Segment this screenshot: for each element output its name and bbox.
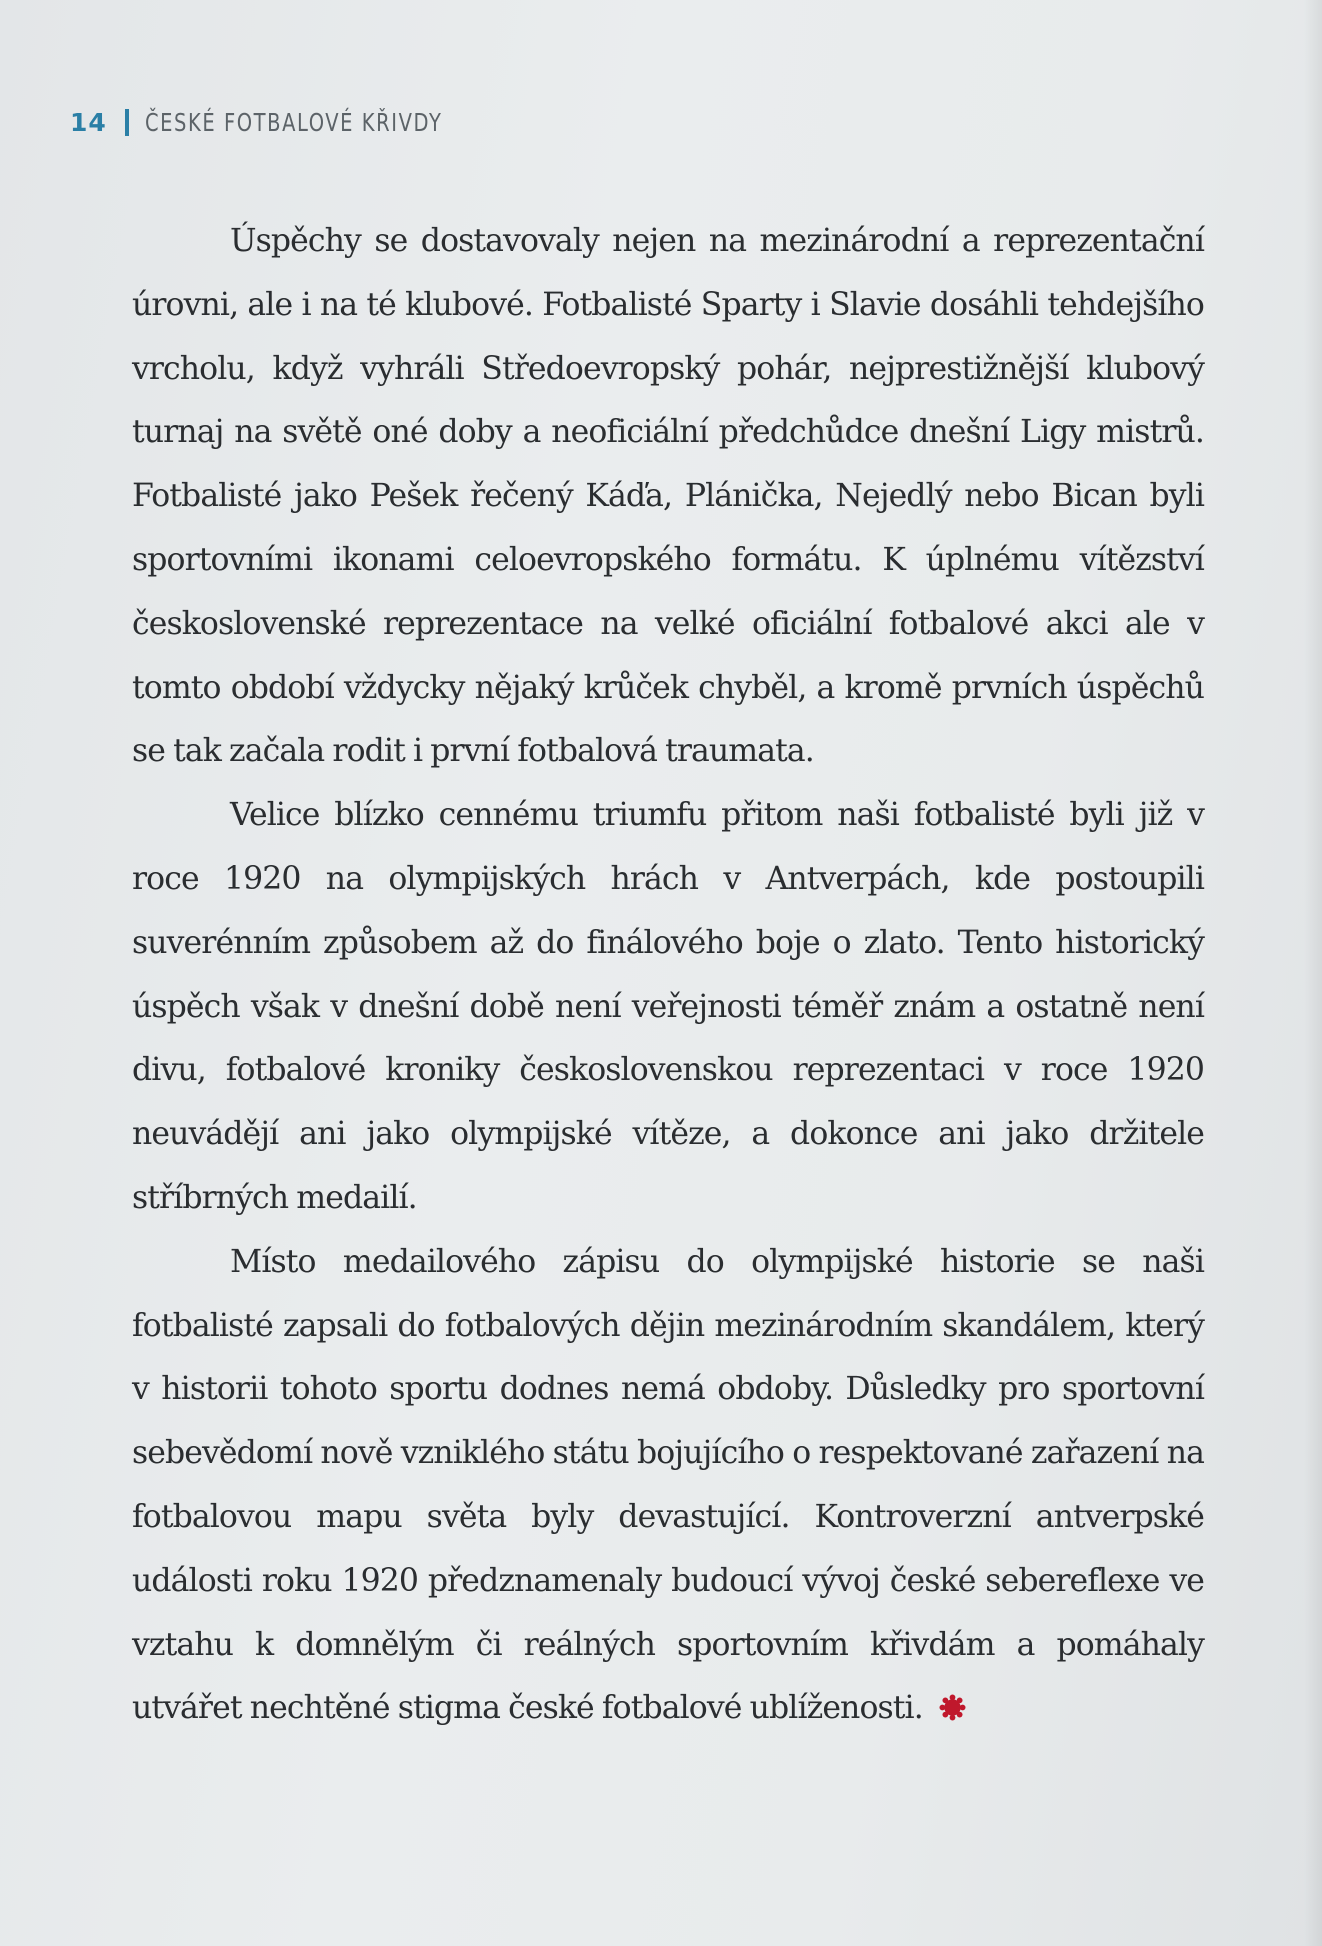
running-head bbox=[70, 104, 526, 140]
running-title: ČESKÉ FOTBALOVÉ KŘIVDY bbox=[144, 107, 443, 137]
page-number: 14 bbox=[70, 107, 107, 137]
paragraph-2: Velice blízko cennému triumfu přitom naši fotbalisté byli již v roce 1920 na olympijských hrách v Antverpách, kde postoupili suverénním způsobem až do finálového boje o zlato. Tento historický úspěch však v dnešní době není veřejnosti téměř znám a ostatně není divu, fotbalové kroniky československou reprezentaci v roce 1920 neuvádějí ani jako olympijské vítěze, a dokonce ani jako držitele stříbrných medailí. bbox=[132, 797, 1204, 1216]
paragraph-3-text: Místo medailového zápisu do olympijské historie se naši fotbalisté zapsali do fotbalových dějin mezinárodním skandálem, který v historii tohoto sportu dodnes nemá obdoby. Důsledky pro sportovní sebevědomí nově vzniklého státu bojujícího o respektované zařazení na fotbalovou mapu světa byly devastující. Kontroverzní antverpské události roku 1920 předznamenaly budoucí vývoj české sebereflexe ve vztahu k domnělým či reálných sportovním křivdám a pomáhaly utvářet nechtěné stigma české fotbalové ublíženosti. bbox=[132, 1243, 1204, 1727]
paragraph-3 bbox=[132, 1231, 1204, 1741]
page-edge-shadow bbox=[1304, 0, 1322, 1946]
body-text bbox=[132, 210, 1204, 1741]
paragraph-1: Úspěchy se dostavovaly nejen na mezinárodní a reprezentační úrovni, ale i na té klubové. Fotbalisté Sparty i Slavie dosáhli tehdejšího vrcholu, když vyhráli Středoevropský pohár, nejprestižnější klubový turnaj na světě oné doby a neoficiální předchůdce dnešní Ligy mistrů. Fotbalisté jako Pešek řečený Káďa, Plánička, Nejedlý nebo Bican byli sportovními ikonami celoevropského formátu. K úplnému vítězství československé reprezentace na velké oficiální fotbalové akci ale v tomto období vždycky nějaký krůček chyběl, a kromě prvních úspěchů se tak začala rodit i první fotbalová traumata. bbox=[132, 223, 1204, 770]
header-separator-bar bbox=[125, 109, 129, 136]
rosette-icon bbox=[939, 1694, 966, 1721]
